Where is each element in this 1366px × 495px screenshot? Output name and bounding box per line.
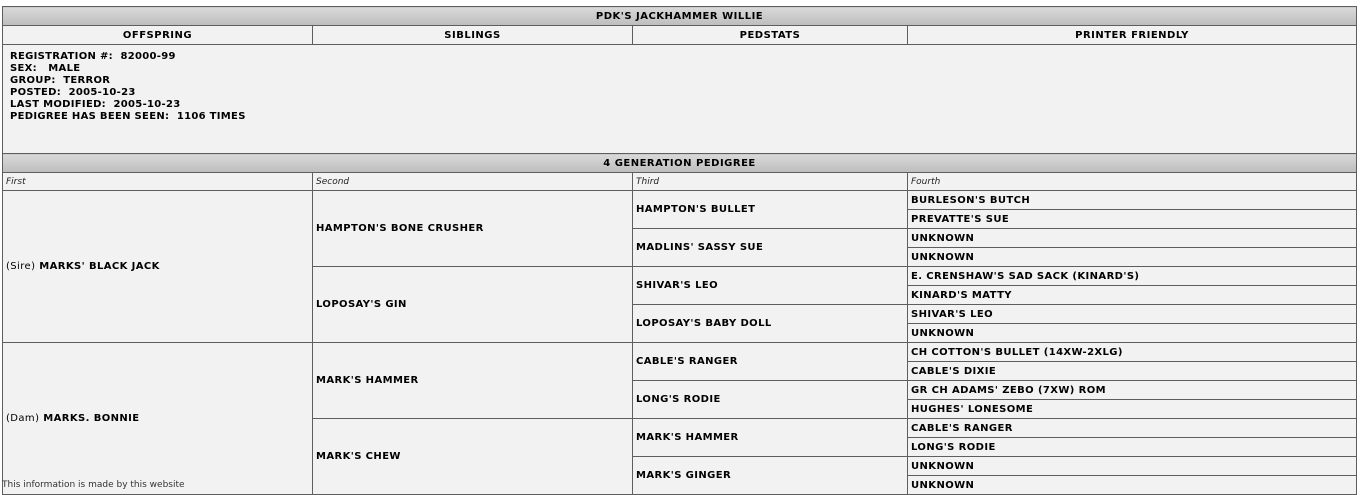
gen2-link[interactable]: HAMPTON'S BONE CRUSHER	[316, 223, 484, 234]
group: GROUP: TERROR	[10, 75, 111, 86]
gen2-link[interactable]: LOPOSAY'S GIN	[316, 299, 407, 310]
gen4-link[interactable]: CABLE'S RANGER	[911, 422, 1013, 434]
gen3-link[interactable]: LONG'S RODIE	[636, 394, 721, 405]
nav-printer-friendly-link[interactable]: PRINTER FRIENDLY	[1075, 29, 1189, 41]
gen4-unknown: UNKNOWN	[911, 232, 975, 244]
gen4-cell	[908, 381, 1357, 400]
gen4-grand-champion-link[interactable]: GR CH ADAMS' ZEBO (7XW) ROM	[911, 384, 1107, 396]
nav-offspring-link[interactable]: OFFSPRING	[122, 29, 193, 41]
dog-info-box	[3, 45, 1357, 154]
gen4-unknown: UNKNOWN	[911, 327, 975, 339]
pedigree-table	[2, 190, 1357, 495]
sire-relation-label: (Sire)	[6, 261, 36, 272]
gen4-link[interactable]: HUGHES' LONESOME	[911, 403, 1034, 415]
gen4-cell	[908, 305, 1357, 324]
column-header-third: Third	[633, 173, 908, 191]
sire-link[interactable]: MARKS' BLACK JACK	[39, 261, 160, 272]
sire-cell	[3, 191, 313, 343]
gen4-link[interactable]: KINARD'S MATTY	[911, 289, 1012, 301]
nav-pedstats-cell	[633, 26, 908, 45]
gen4-link[interactable]: BURLESON'S BUTCH	[911, 194, 1031, 206]
gen2-cell	[313, 419, 633, 495]
gen4-cell	[908, 229, 1357, 248]
registration-number: REGISTRATION #: 82000-99	[10, 51, 176, 62]
footnote: This information is made by this website	[2, 480, 185, 490]
gen2-link[interactable]: MARK'S CHEW	[316, 451, 401, 462]
header-table	[2, 6, 1357, 191]
gen3-cell	[633, 305, 908, 343]
gen2-cell	[313, 343, 633, 419]
gen3-link[interactable]: LOPOSAY'S BABY DOLL	[636, 318, 772, 329]
dam-link[interactable]: MARKS. BONNIE	[43, 413, 140, 424]
gen4-cell	[908, 457, 1357, 476]
gen3-link[interactable]: HAMPTON'S BULLET	[636, 204, 756, 215]
dam-cell	[3, 343, 313, 495]
gen4-cell	[908, 438, 1357, 457]
gen4-cell	[908, 210, 1357, 229]
nav-siblings-cell	[313, 26, 633, 45]
column-header-fourth: Fourth	[908, 173, 1357, 191]
gen2-cell	[313, 267, 633, 343]
gen3-link[interactable]: MARK'S GINGER	[636, 470, 732, 481]
gen3-link[interactable]: SHIVAR'S LEO	[636, 280, 719, 291]
gen4-unknown: UNKNOWN	[911, 251, 975, 263]
dam-relation-label: (Dam)	[6, 413, 40, 424]
gen4-cell	[908, 267, 1357, 286]
gen3-cell	[633, 457, 908, 495]
gen4-cell	[908, 324, 1357, 343]
gen3-cell	[633, 229, 908, 267]
page-title: PDK'S JACKHAMMER WILLIE	[3, 7, 1357, 26]
pedigree-section-title: 4 GENERATION PEDIGREE	[3, 154, 1357, 173]
gen2-link[interactable]: MARK'S HAMMER	[316, 375, 419, 386]
gen4-link[interactable]: CABLE'S DIXIE	[911, 365, 997, 377]
gen4-cell	[908, 476, 1357, 495]
gen4-unknown: UNKNOWN	[911, 460, 975, 472]
gen4-unknown: UNKNOWN	[911, 479, 975, 491]
gen4-link[interactable]: LONG'S RODIE	[911, 441, 996, 453]
view-count: PEDIGREE HAS BEEN SEEN: 1106 TIMES	[10, 111, 246, 122]
gen3-cell	[633, 343, 908, 381]
gen3-cell	[633, 381, 908, 419]
gen2-cell	[313, 191, 633, 267]
gen4-cell	[908, 362, 1357, 381]
gen4-cell	[908, 400, 1357, 419]
nav-printer-friendly-cell	[908, 26, 1357, 45]
gen4-cell	[908, 286, 1357, 305]
column-header-second: Second	[313, 173, 633, 191]
gen4-link[interactable]: PREVATTE'S SUE	[911, 213, 1010, 225]
gen4-cell	[908, 419, 1357, 438]
gen3-cell	[633, 419, 908, 457]
nav-offspring-cell	[3, 26, 313, 45]
gen4-cell	[908, 248, 1357, 267]
pedigree-page	[2, 6, 1356, 495]
gen4-cell	[908, 191, 1357, 210]
last-modified-date: LAST MODIFIED: 2005-10-23	[10, 99, 181, 110]
nav-siblings-link[interactable]: SIBLINGS	[444, 29, 501, 41]
column-header-first: First	[3, 173, 313, 191]
gen4-cell	[908, 343, 1357, 362]
nav-pedstats-link[interactable]: PEDSTATS	[739, 29, 801, 41]
gen3-link[interactable]: CABLE'S RANGER	[636, 356, 738, 367]
gen3-link[interactable]: MARK'S HAMMER	[636, 432, 739, 443]
gen3-cell	[633, 191, 908, 229]
gen3-cell	[633, 267, 908, 305]
gen4-champion-link[interactable]: CH COTTON'S BULLET (14XW-2XLG)	[911, 346, 1123, 358]
gen4-link[interactable]: SHIVAR'S LEO	[911, 308, 994, 320]
gen3-link[interactable]: MADLINS' SASSY SUE	[636, 242, 764, 253]
posted-date: POSTED: 2005-10-23	[10, 87, 136, 98]
gen4-link[interactable]: E. CRENSHAW'S SAD SACK (KINARD'S)	[911, 270, 1140, 282]
sex: SEX: MALE	[10, 63, 81, 74]
